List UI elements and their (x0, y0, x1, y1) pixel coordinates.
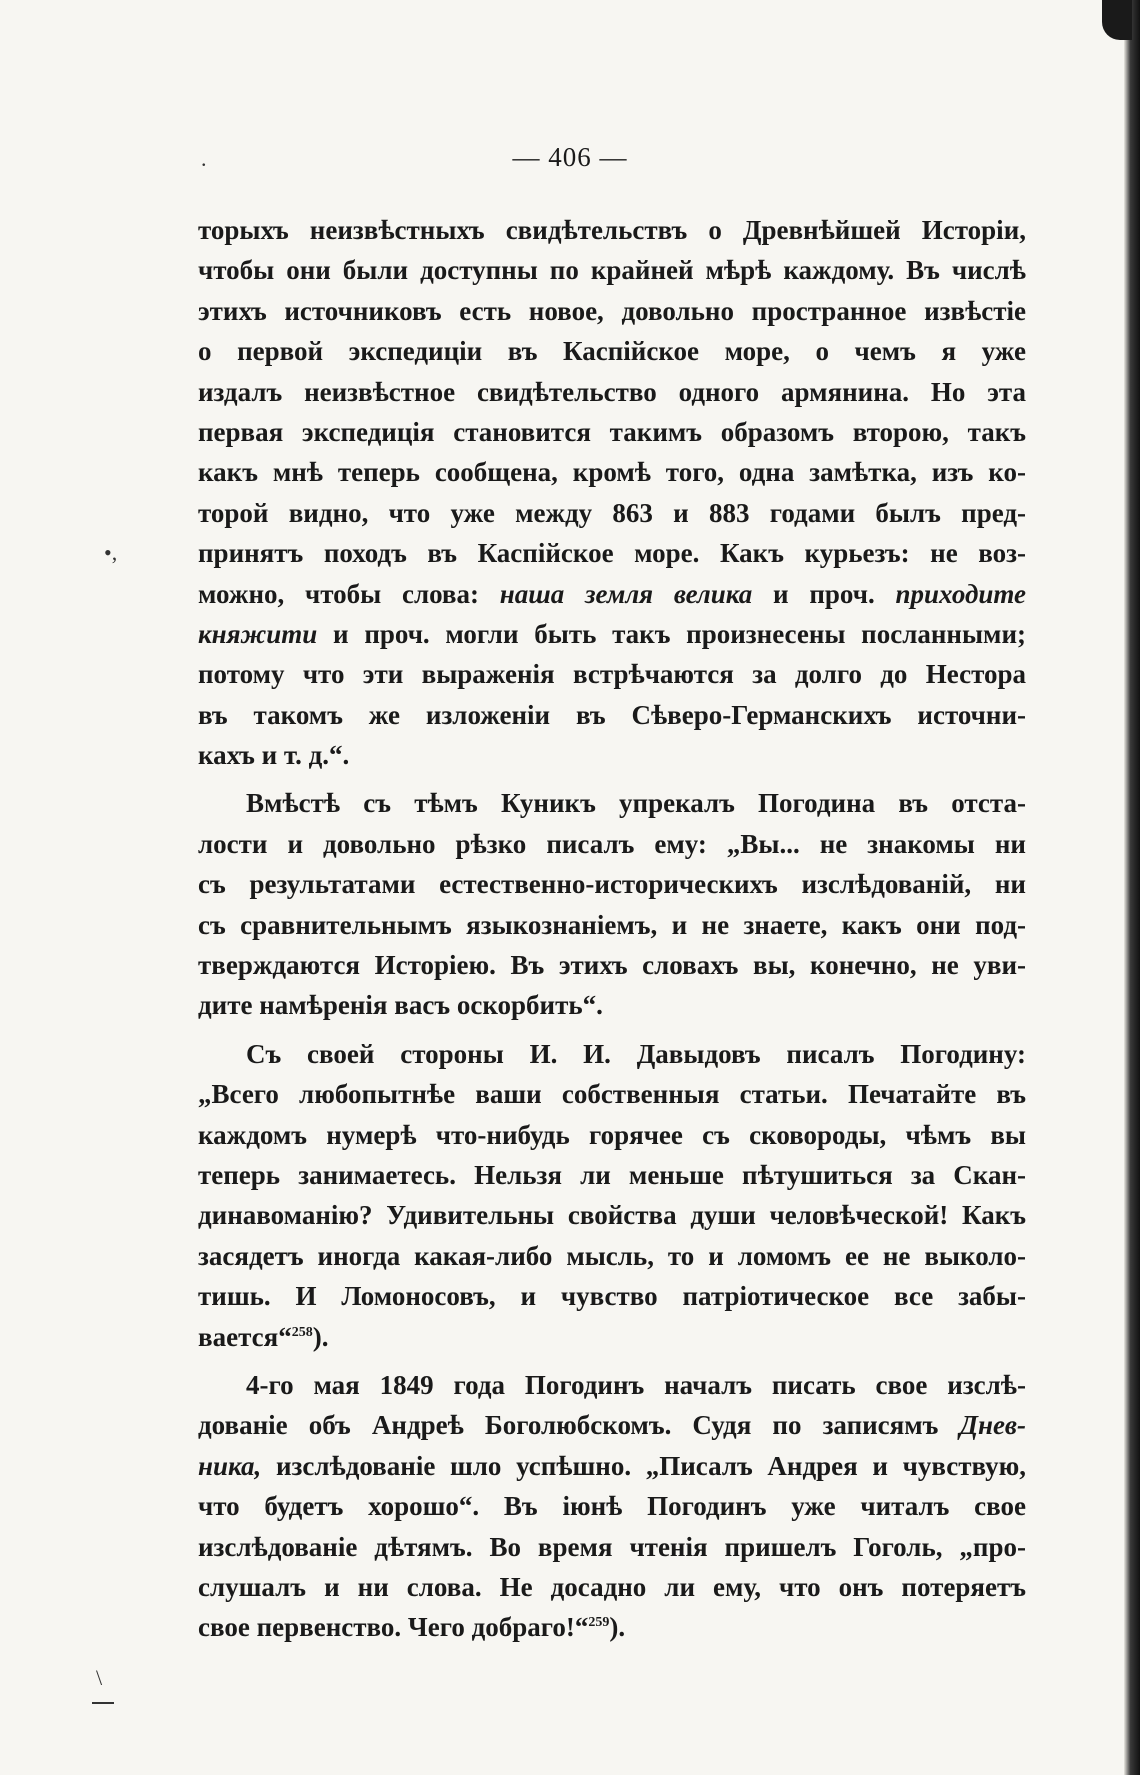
text-line: динавоманію? Удивительны свойства души человѣческой! Какъ (198, 1200, 1026, 1231)
text-line: чтобы они были доступны по крайней мѣрѣ каждому. Въ числѣ (198, 255, 1026, 286)
margin-dot: . (201, 146, 207, 171)
body-text (198, 210, 1026, 1648)
italic-phrase: наша земля велика (499, 578, 753, 609)
text-line: кахъ и т. д.“. (198, 740, 350, 771)
text-line: этихъ источниковъ есть новое, довольно пространное извѣстіе (198, 295, 1026, 326)
text-line (198, 1317, 1026, 1357)
italic-phrase: ника, (198, 1450, 262, 1481)
margin-dash (92, 1702, 114, 1704)
paragraph (198, 210, 1026, 775)
book-binding-corner (1102, 0, 1132, 40)
text-line: тверждаются Исторіею. Въ этихъ словахъ вы, конечно, не уви- (198, 950, 1026, 981)
text-line: о первой экспедиціи въ Каспійское море, о чемъ я уже (198, 336, 1026, 367)
text-line (198, 574, 1026, 614)
text-line: въ такомъ же изложеніи въ Сѣверо-Германскихъ источни- (198, 699, 1026, 730)
text-line: каждомъ нумерѣ что-нибудь горячее съ сковороды, чѣмъ вы (198, 1119, 1026, 1150)
text-line: торыхъ неизвѣстныхъ свидѣтельствъ о Древнѣйшей Исторіи, (198, 215, 1026, 245)
text-line: 4-го мая 1849 года Погодинъ началъ писать свое изслѣ- (246, 1369, 1026, 1400)
margin-mark-left: •, (104, 540, 118, 565)
text-run: ). (312, 1321, 329, 1352)
text-line: теперь занимаетесь. Нельзя ли меньше пѣтушиться за Скан- (198, 1159, 1026, 1190)
paragraph (198, 783, 1026, 1025)
text-line: торой видно, что уже между 863 и 883 годами былъ пред- (198, 497, 1026, 528)
text-line: слушалъ и ни слова. Не досадно ли ему, что онъ потеряетъ (198, 1571, 1026, 1602)
page-number: — 406 — (512, 142, 628, 172)
italic-phrase: Днев- (959, 1410, 1026, 1441)
footnote-ref: 259 (588, 1615, 610, 1631)
paragraph (198, 1365, 1026, 1648)
text-line: съ результатами естественно-историческихъ изслѣдованій, ни (198, 869, 1026, 900)
text-line: Вмѣстѣ съ тѣмъ Куникъ упрекалъ Погодина въ отста- (246, 788, 1026, 819)
footnote-ref: 258 (291, 1324, 313, 1340)
text-line: Съ своей стороны И. И. Давыдовъ писалъ Погодину: (246, 1038, 1026, 1069)
text-line: изслѣдованіе дѣтямъ. Во время чтенія пришелъ Гоголь, „про- (198, 1531, 1026, 1562)
text-line: принятъ походъ въ Каспійское море. Какъ курьезъ: не воз- (198, 538, 1026, 569)
text-run: дованіе объ Андреѣ Боголюбскомъ. Судя по записямъ (198, 1410, 939, 1441)
paragraph (198, 1034, 1026, 1357)
text-line: съ сравнительнымъ языкознаніемъ, и не знаете, какъ они под- (198, 909, 1026, 940)
text-line: издалъ неизвѣстное свидѣтельство одного армянина. Но эта (198, 376, 1026, 407)
text-line: дите намѣренія васъ оскорбить“. (198, 990, 603, 1021)
italic-phrase: княжити (198, 618, 318, 649)
text-line (198, 614, 1026, 654)
text-line (198, 1607, 1026, 1647)
text-line: засядетъ иногда какая-либо мысль, то и ломомъ ее не выколо- (198, 1240, 1026, 1271)
text-line: что будетъ хорошо“. Въ іюнѣ Погодинъ уже читалъ свое (198, 1491, 1026, 1522)
text-run: можно, чтобы слова: (198, 578, 479, 609)
text-line: „Всего любопытнѣе ваши собственныя статьи. Печатайте въ (198, 1079, 1026, 1110)
text-run: и проч. могли быть такъ произнесены посланными; (333, 618, 1026, 649)
margin-tick: \ (96, 1665, 103, 1690)
text-run: свое первенство. Чего добраго!“ (198, 1612, 589, 1643)
text-line: какъ мнѣ теперь сообщена, кромѣ того, одна замѣтка, изъ ко- (198, 457, 1026, 488)
text-run: изслѣдованіе шло успѣшно. „Писалъ Андрея и чувствую, (275, 1450, 1026, 1481)
text-line (198, 1446, 1026, 1486)
text-line: лости и довольно рѣзко писалъ ему: „Вы... не знакомы ни (198, 828, 1026, 859)
italic-phrase: приходите (895, 578, 1026, 609)
text-run: вается“ (198, 1321, 292, 1352)
text-line (198, 1405, 1026, 1445)
text-line: потому что эти выраженія встрѣчаются за долго до Нестора (198, 659, 1026, 690)
book-binding-edge (1124, 0, 1140, 1775)
text-run: ). (609, 1612, 626, 1643)
text-run: и проч. (773, 578, 875, 609)
text-line: тишь. И Ломоносовъ, и чувство патріотическое все забы- (198, 1281, 1026, 1312)
text-line: первая экспедиція становится такимъ образомъ второю, такъ (198, 416, 1026, 447)
